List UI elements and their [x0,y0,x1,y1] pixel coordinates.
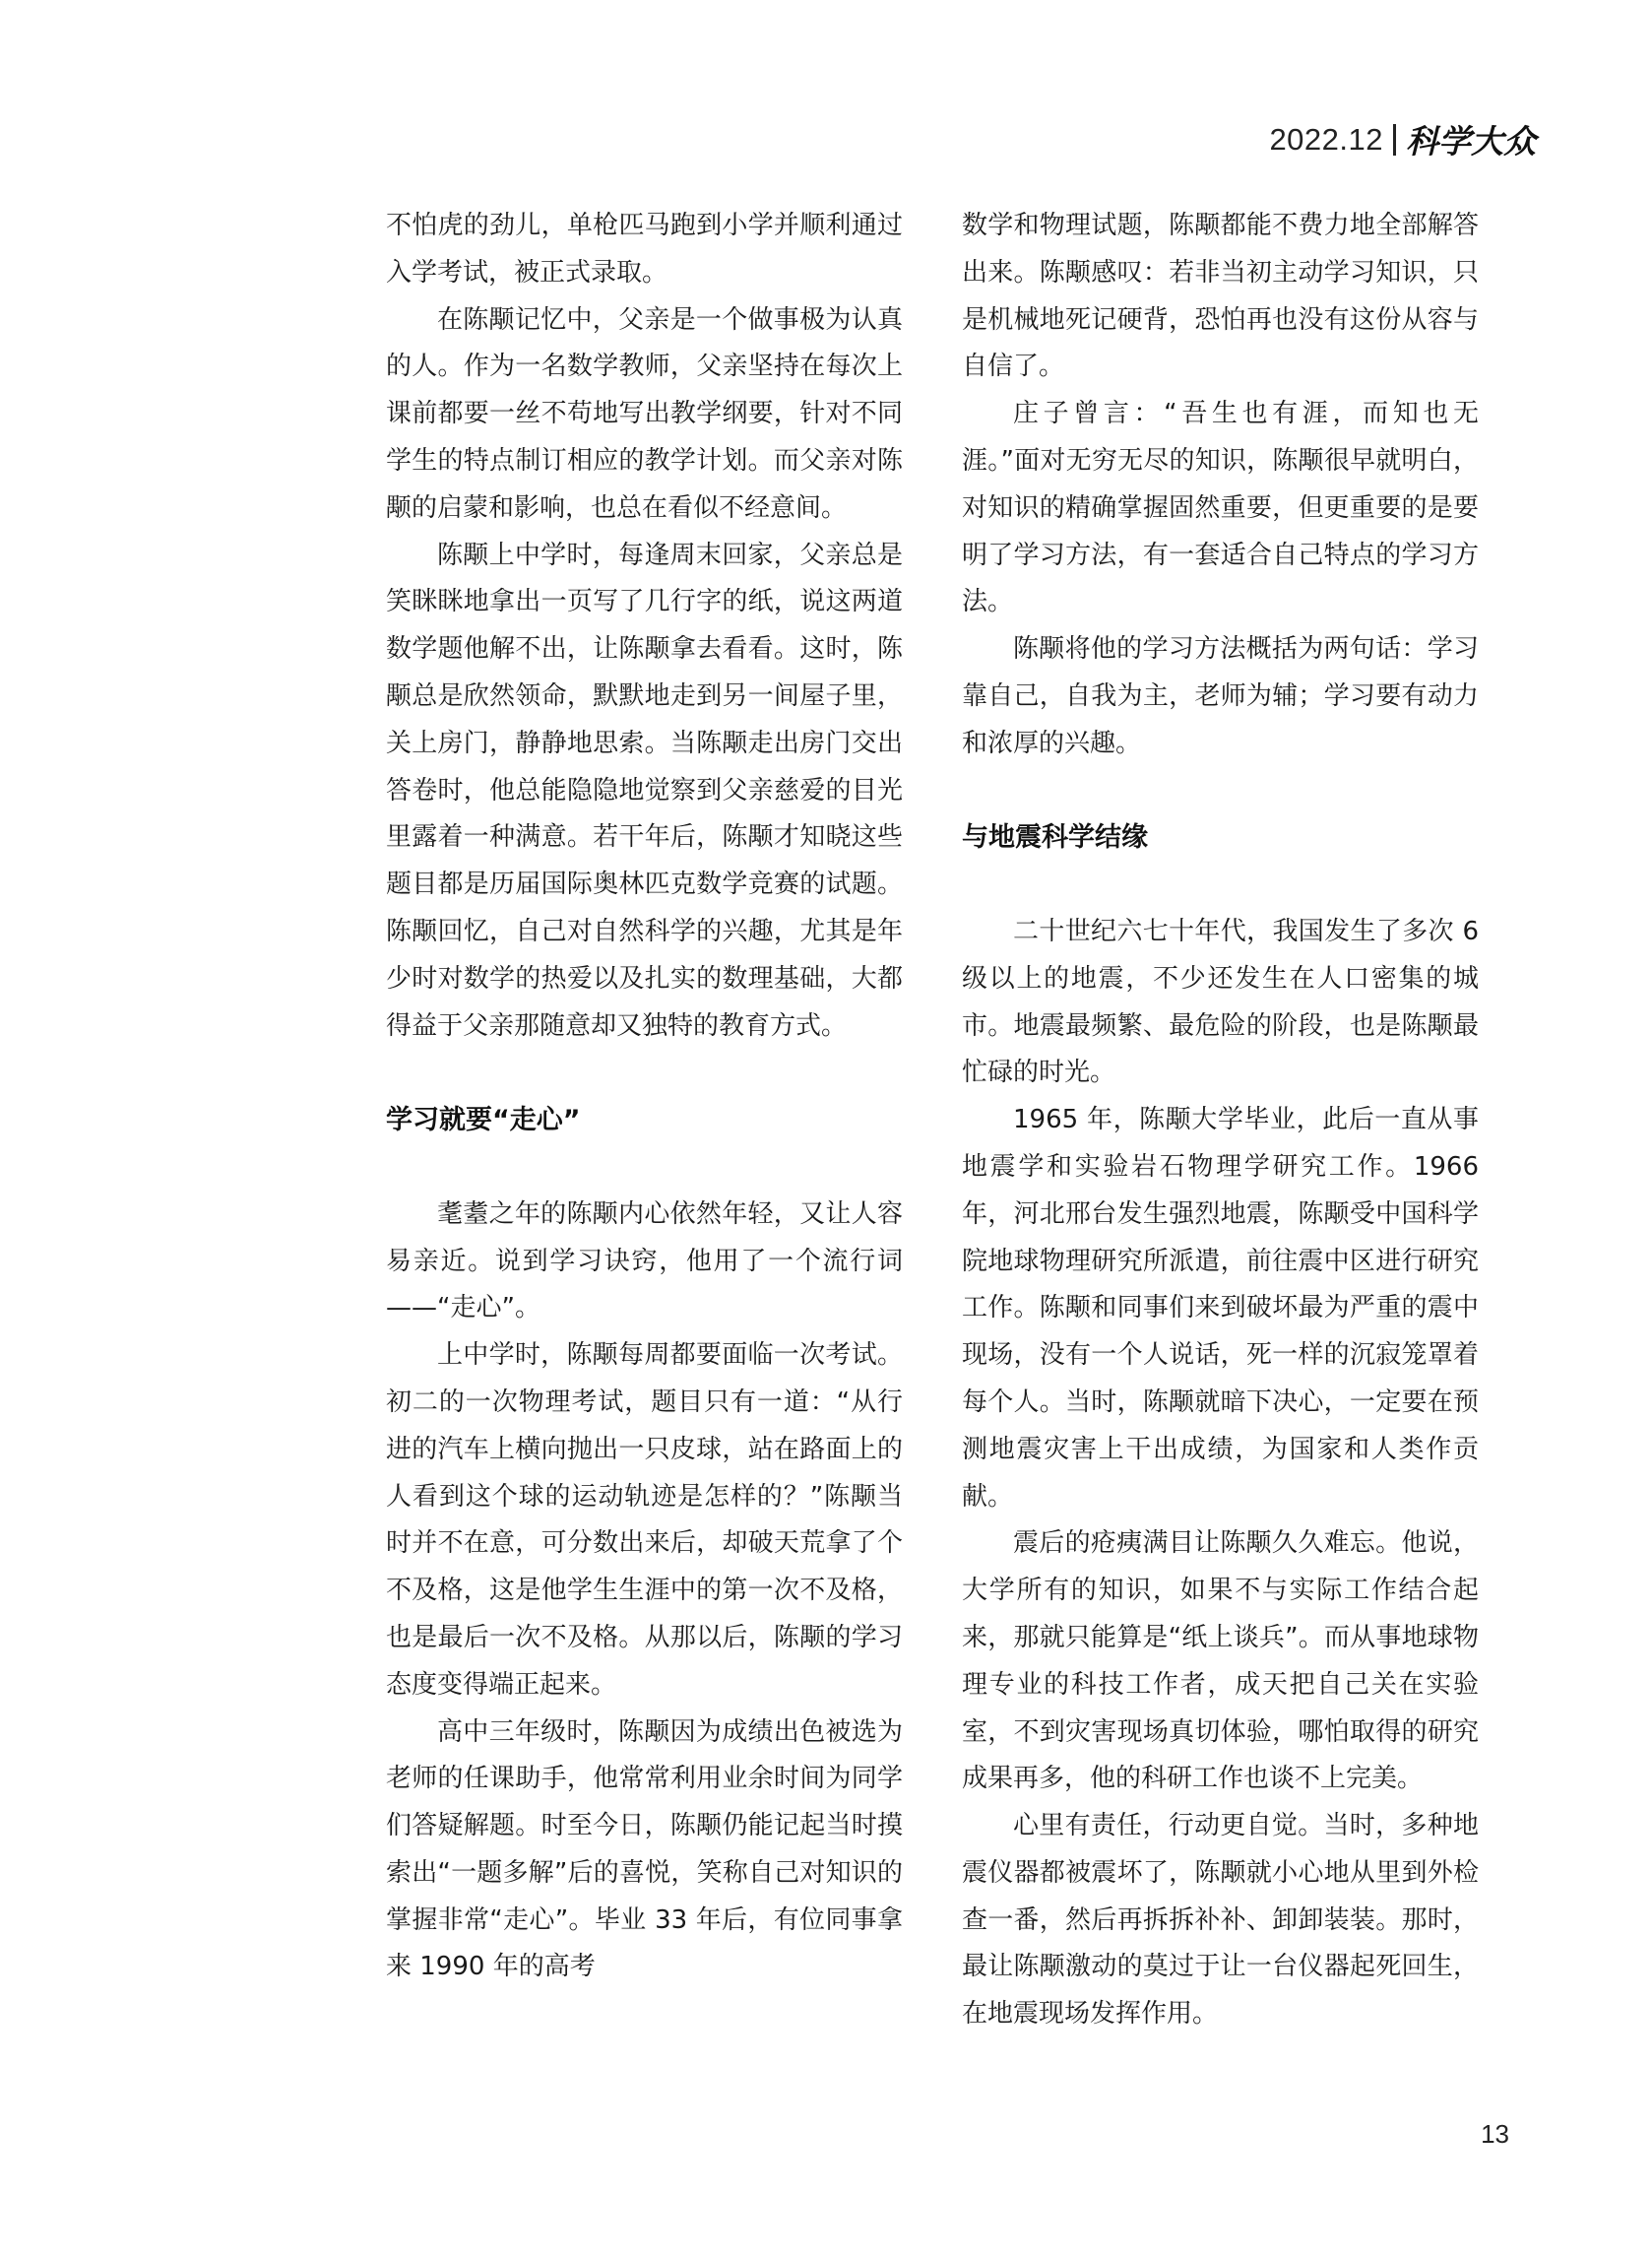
header-divider [1393,124,1396,156]
paragraph: 庄子曾言：“吾生也有涯，而知也无涯。”面对无穷无尽的知识，陈颙很早就明白，对知识的精确掌握固然重要，但更重要的是要明了学习方法，有一套适合自己特点的学习方法。 [962,399,1479,617]
page-number: 13 [1481,2119,1509,2149]
page-header [1269,116,1536,162]
paragraph: 心里有责任，行动更自觉。当时，多种地震仪器都被震坏了，陈颙就小心地从里到外检查一番，然后再拆拆补补、卸卸装装。那时，最让陈颙激动的莫过于让一台仪器起死回生，在地震现场发挥作用。 [962,1811,1479,2030]
paragraph: 数学和物理试题，陈颙都能不费力地全部解答出来。陈颙感叹：若非当初主动学习知识，只是机械地死记硬背，恐怕再也没有这份从容与自信了。 [962,211,1479,382]
paragraph: 陈颙将他的学习方法概括为两句话：学习靠自己，自我为主，老师为辅；学习要有动力和浓厚的兴趣。 [962,634,1479,758]
paragraph: 不怕虎的劲儿，单枪匹马跑到小学并顺利通过入学考试，被正式录取。 [386,211,903,288]
paragraph: 高中三年级时，陈颙因为成绩出色被选为老师的任课助手，他常常利用业余时间为同学们答疑解题。时至今日，陈颙仍能记起当时摸索出“一题多解”后的喜悦，笑称自己对知识的掌握非常“走心”。毕业 33 年后，有位同事拿来 1990 年的高考 [386,1716,903,1982]
issue-date: 2022.12 [1269,121,1383,157]
section-heading: 与地震科学结缘 [962,822,1148,854]
paragraph: 1965 年，陈颙大学毕业，此后一直从事地震学和实验岩石物理学研究工作。1966 年，河北邢台发生强烈地震，陈颙受中国科学院地球物理研究所派遣，前往震中区进行研究工作。陈颙和同事们来到破坏最为严重的震中现场，没有一个人说话，死一样的沉寂笼罩着每个人。当时，陈颙就暗下决心，一定要在预测地震灾害上干出成绩，为国家和人类作贡献。 [962,1105,1479,1512]
paragraph: 震后的疮痍满目让陈颙久久难忘。他说，大学所有的知识，如果不与实际工作结合起来，那就只能算是“纸上谈兵”。而从事地球物理专业的科技工作者，成天把自己关在实验室，不到灾害现场真切体验，哪怕取得的研究成果再多，他的科研工作也谈不上完美。 [962,1528,1479,1794]
magazine-logo: 科学大众 [1406,122,1536,161]
left-column [386,203,903,1991]
paragraph: 陈颙上中学时，每逢周末回家，父亲总是笑眯眯地拿出一页写了几行字的纸，说这两道数学题他解不出，让陈颙拿去看看。这时，陈颙总是欣然领命，默默地走到另一间屋子里，关上房门，静静地思索。当陈颙走出房门交出答卷时，他总能隐隐地觉察到父亲慈爱的目光里露着一种满意。若干年后，陈颙才知晓这些题目都是历届国际奥林匹克数学竞赛的试题。陈颙回忆，自己对自然科学的兴趣，尤其是年少时对数学的热爱以及扎实的数理基础，大都得益于父亲那随意却又独特的教育方式。 [386,540,903,1041]
paragraph: 在陈颙记忆中，父亲是一个做事极为认真的人。作为一名数学教师，父亲坚持在每次上课前都要一丝不苟地写出教学纲要，针对不同学生的特点制订相应的教学计划。而父亲对陈颙的启蒙和影响，也总在看似不经意间。 [386,304,903,523]
paragraph: 耄耋之年的陈颙内心依然年轻，又让人容易亲近。说到学习诀窍，他用了一个流行词——“走心”。 [386,1198,903,1323]
section-heading: 学习就要“走心” [386,1105,581,1136]
paragraph: 二十世纪六七十年代，我国发生了多次 6 级以上的地震，不少还发生在人口密集的城市。地震最频繁、最危险的阶段，也是陈颙最忙碌的时光。 [962,916,1479,1088]
paragraph: 上中学时，陈颙每周都要面临一次考试。初二的一次物理考试，题目只有一道：“从行进的汽车上横向抛出一只皮球，站在路面上的人看到这个球的运动轨迹是怎样的？”陈颙当时并不在意，可分数出来后，却破天荒拿了个不及格，这是他学生生涯中的第一次不及格，也是最后一次不及格。从那以后，陈颙的学习态度变得端正起来。 [386,1340,903,1700]
right-column [962,203,1479,2038]
